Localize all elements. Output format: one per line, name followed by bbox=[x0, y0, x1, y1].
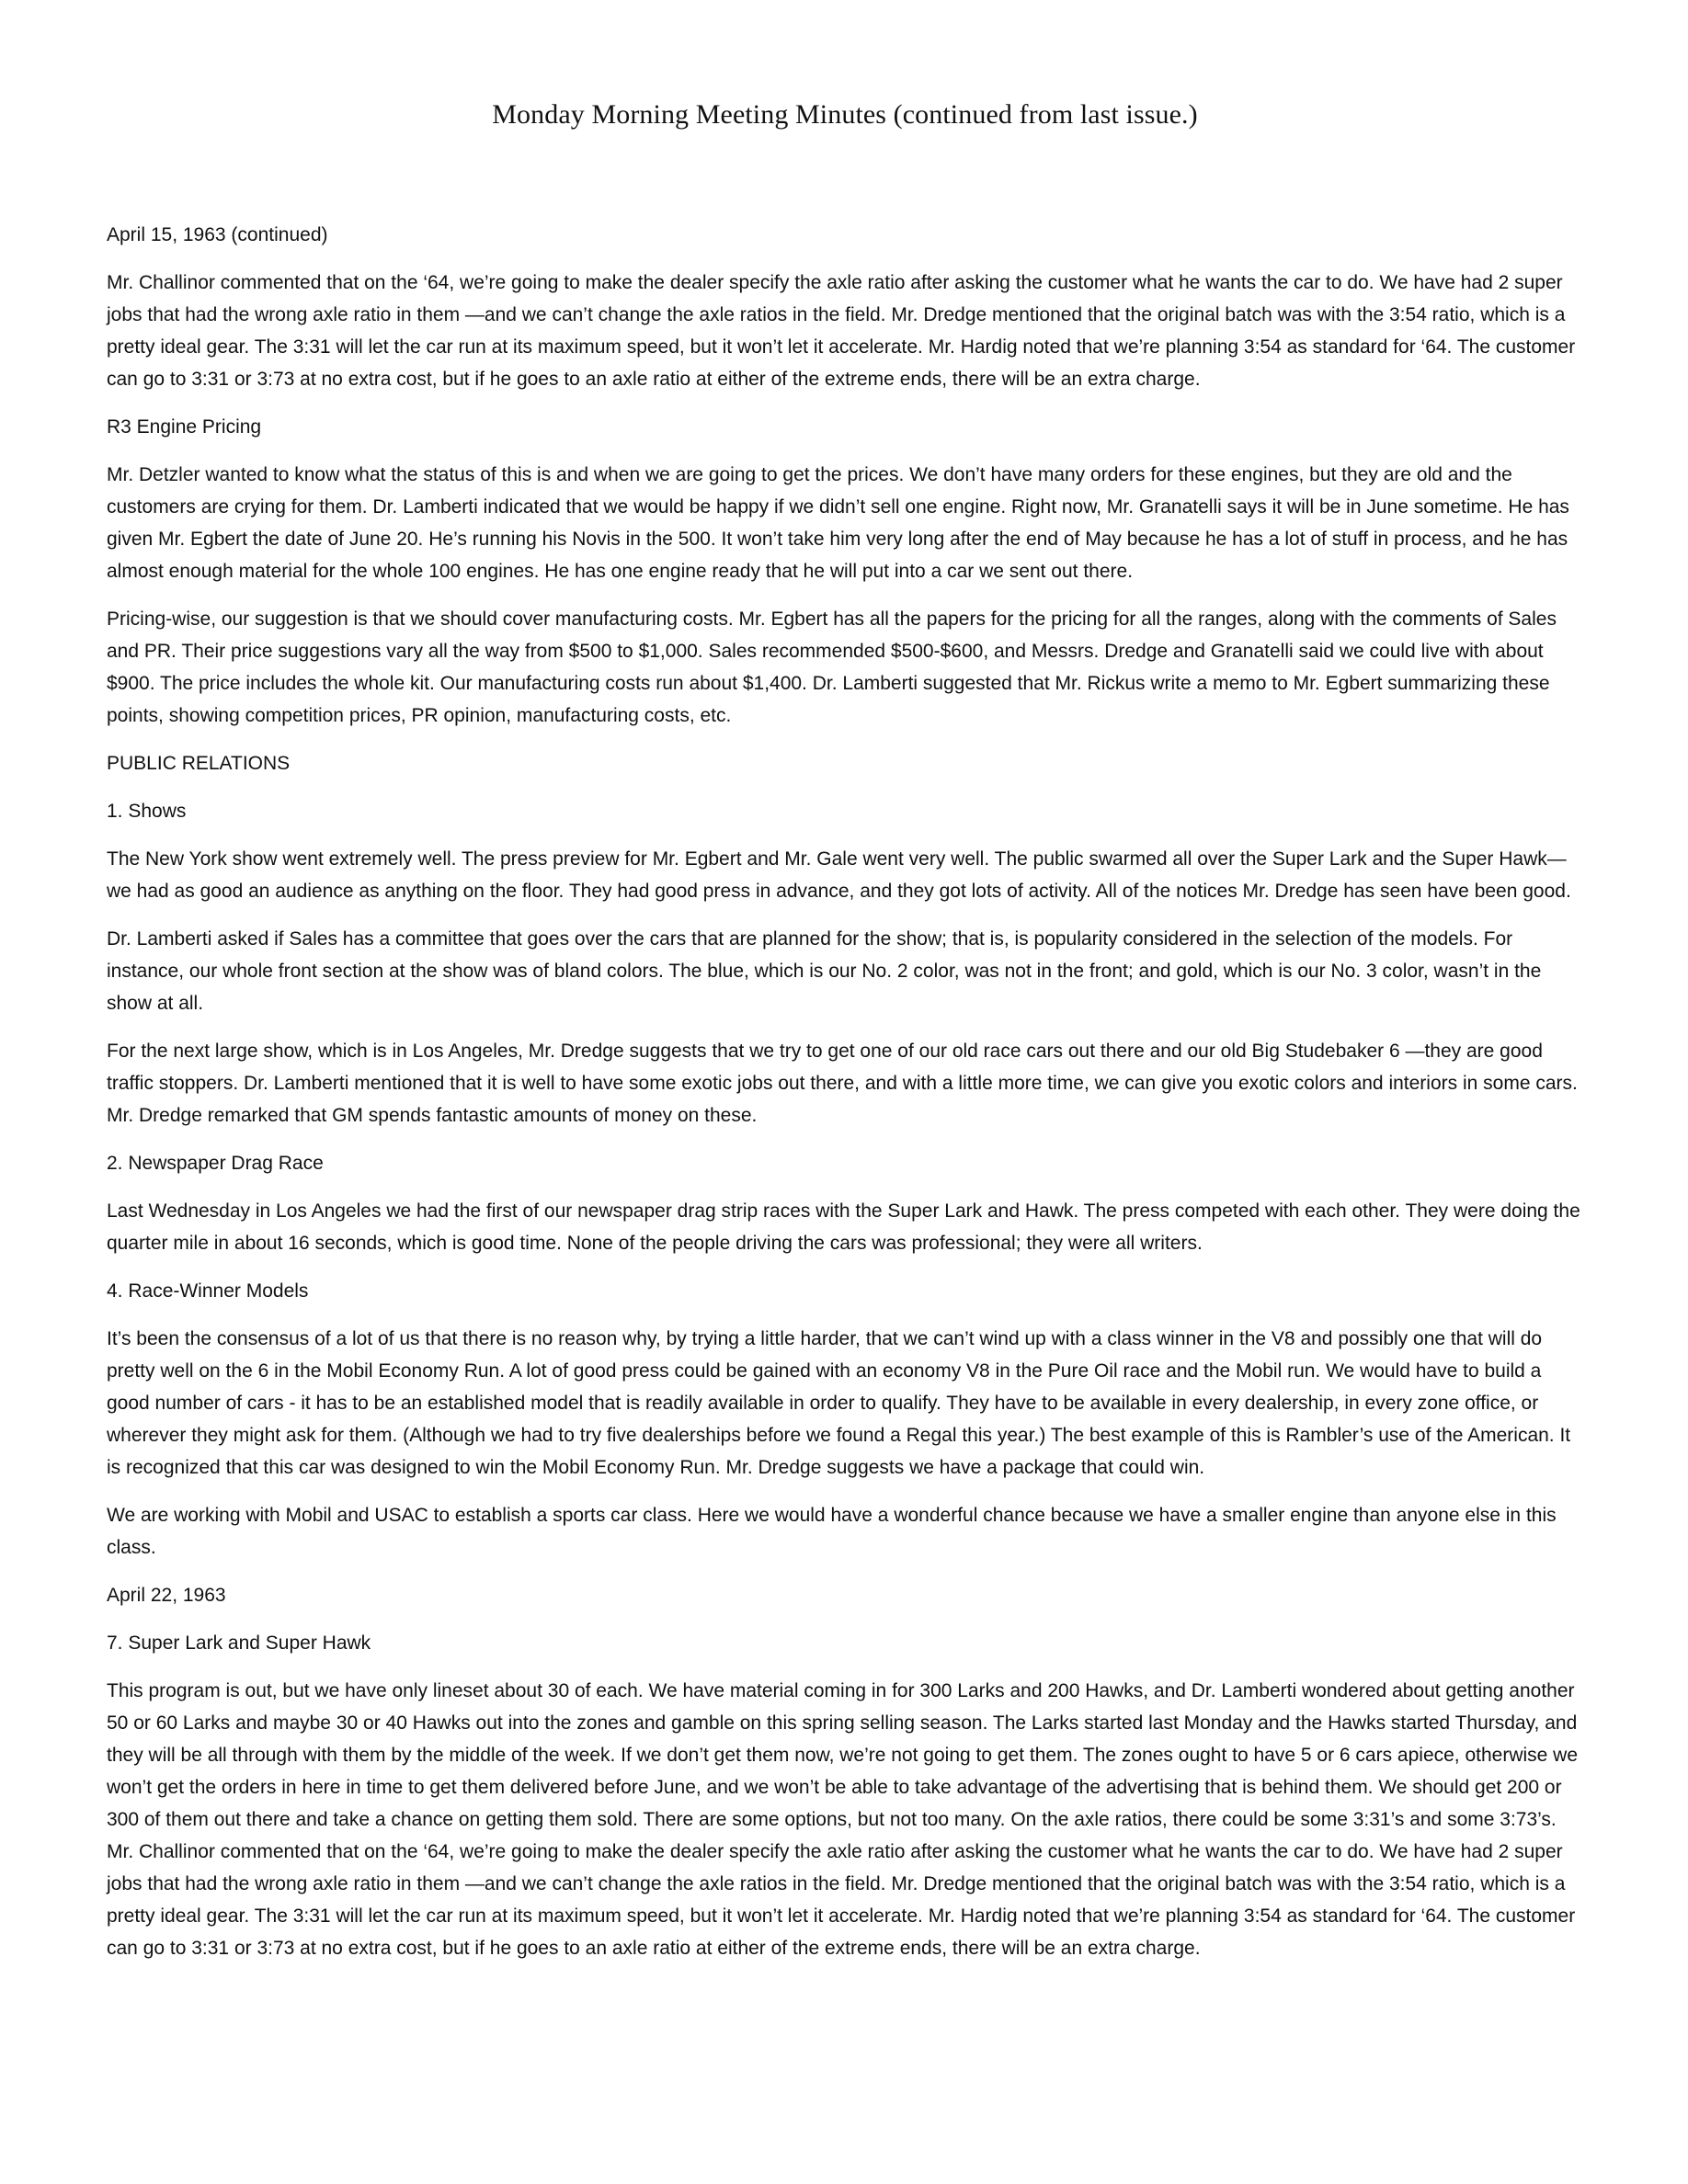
section-heading-race-winner-models: 4. Race-Winner Models bbox=[107, 1280, 309, 1302]
section-heading-super-lark-hawk: 7. Super Lark and Super Hawk bbox=[107, 1632, 371, 1654]
paragraph-show-committee: Dr. Lamberti asked if Sales has a committee that goes over the cars that are planned for the show; that is, is popularity considered in the selection of the models. For instance, our whole front section at the show was of bland colors. The blue, which is our No. 2 color, was not in the front; and gold, which is our No. 3 color, wasn’t in the show at all. bbox=[107, 928, 1542, 1014]
section-heading-shows: 1. Shows bbox=[107, 801, 187, 822]
document-body bbox=[107, 219, 1583, 1964]
paragraph-super-lark-hawk: This program is out, but we have only lineset about 30 of each. We have material coming in for 300 Larks and 200 Hawks, and Dr. Lamberti wondered about getting another 50 or 60 Larks and maybe 30 or 40 Hawks out into the zones and gamble on this spring selling season. The Larks started last Monday and the Hawks started Thursday, and they will be all through with them by the middle of the week. If we don’t get them now, we’re not going to get them. The zones ought to have 5 or 6 cars apiece, otherwise we won’t get the orders in here in time to get them delivered before June, and we won’t be able to take advantage of the advertising that is behind them. We should get 200 or 300 of them out there and take a chance on getting them sold. There are some options, but not too many. On the axle ratios, there could be some 3:31’s and some 3:73’s. Mr. Challinor commented that on the ‘64, we’re going to make the dealer specify the axle ratio after asking the customer what he wants the car to do. We have had 2 super jobs that had the wrong axle ratio in them —and we can’t change the axle ratios in the field. Mr. Dredge mentioned that the original batch was with the 3:54 ratio, which is a pretty ideal gear. The 3:31 will let the car run at its maximum speed, but it won’t let it accelerate. Mr. Hardig noted that we’re planning 3:54 as standard for ‘64. The customer can go to 3:31 or 3:73 at no extra cost, but if he goes to an axle ratio at either of the extreme ends, there will be an extra charge. bbox=[107, 1680, 1579, 1959]
paragraph-new-york-show: The New York show went extremely well. The press preview for Mr. Egbert and Mr. Gale went very well. The public swarmed all over the Super Lark and the Super Hawk—we had as good an audience as anything on the floor. They had good press in advance, and they got lots of activity. All of the notices Mr. Dredge has seen have been good. bbox=[107, 848, 1571, 902]
paragraph-r3-status: Mr. Detzler wanted to know what the status of this is and when we are going to get the prices. We don’t have many orders for these engines, but they are old and the customers are crying for them. Dr. Lamberti indicated that we would be happy if we didn’t sell one engine. Right now, Mr. Granatelli says it will be in June sometime. He has given Mr. Egbert the date of June 20. He’s running his Novis in the 500. It won’t take him very long after the end of May because he has a lot of stuff in process, and he has almost enough material for the whole 100 engines. He has one engine ready that he will put into a car we sent out there. bbox=[107, 464, 1569, 582]
section-heading-april-22: April 22, 1963 bbox=[107, 1585, 226, 1606]
paragraph-pricing: Pricing-wise, our suggestion is that we should cover manufacturing costs. Mr. Egbert has all the papers for the pricing for all the ranges, along with the comments of Sales and PR. Their price suggestions vary all the way from $500 to $1,000. Sales recommended $500-$600, and Messrs. Dredge and Granatelli said we could live with about $900. The price includes the whole kit. Our manufacturing costs run about $1,400. Dr. Lamberti suggested that Mr. Rickus write a memo to Mr. Egbert summarizing these points, showing competition prices, PR opinion, manufacturing costs, etc. bbox=[107, 609, 1557, 726]
paragraph-economy-run: It’s been the consensus of a lot of us that there is no reason why, by trying a little harder, that we can’t wind up with a class winner in the V8 and possibly one that will do pretty well on the 6 in the Mobil Economy Run. A lot of good press could be gained with an economy V8 in the Pure Oil race and the Mobil run. We would have to build a good number of cars - it has to be an established model that is readily available in order to qualify. They have to be available in every dealership, in every zone office, or wherever they might ask for them. (Although we had to try five dealerships before we found a Regal this year.) The best example of this is Rambler’s use of the American. It is recognized that this car was designed to win the Mobil Economy Run. Mr. Dredge suggests we have a package that could win. bbox=[107, 1328, 1571, 1478]
section-heading-public-relations: PUBLIC RELATIONS bbox=[107, 753, 291, 774]
paragraph-los-angeles-show: For the next large show, which is in Los Angeles, Mr. Dredge suggests that we try to get one of our old race cars out there and our old Big Studebaker 6 —they are good traffic stoppers. Dr. Lamberti mentioned that it is well to have some exotic jobs out there, and with a little more time, we can give you exotic colors and interiors in some cars. Mr. Dredge remarked that GM spends fantastic amounts of money on these. bbox=[107, 1041, 1578, 1126]
paragraph-drag-race: Last Wednesday in Los Angeles we had the first of our newspaper drag strip races with the Super Lark and Hawk. The press competed with each other. They were doing the quarter mile in about 16 seconds, which is good time. None of the people driving the cars was professional; they were all writers. bbox=[107, 1200, 1580, 1254]
section-heading-drag-race: 2. Newspaper Drag Race bbox=[107, 1153, 324, 1174]
paragraph-axle-ratio: Mr. Challinor commented that on the ‘64, we’re going to make the dealer specify the axle ratio after asking the customer what he wants the car to do. We have had 2 super jobs that had the wrong axle ratio in them —and we can’t change the axle ratios in the field. Mr. Dredge mentioned that the original batch was with the 3:54 ratio, which is a pretty ideal gear. The 3:31 will let the car run at its maximum speed, but it won’t let it accelerate. Mr. Hardig noted that we’re planning 3:54 as standard for ‘64. The customer can go to 3:31 or 3:73 at no extra cost, but if he goes to an axle ratio at either of the extreme ends, there will be an extra charge. bbox=[107, 272, 1576, 390]
section-heading-r3-engine-pricing: R3 Engine Pricing bbox=[107, 416, 262, 438]
page-title: Monday Morning Meeting Minutes (continued from last issue.) bbox=[492, 99, 1198, 130]
section-heading-april-15: April 15, 1963 (continued) bbox=[107, 224, 328, 245]
paragraph-sports-car-class: We are working with Mobil and USAC to establish a sports car class. Here we would have a wonderful chance because we have a smaller engine than anyone else in this class. bbox=[107, 1505, 1557, 1558]
document-page bbox=[107, 99, 1583, 1980]
